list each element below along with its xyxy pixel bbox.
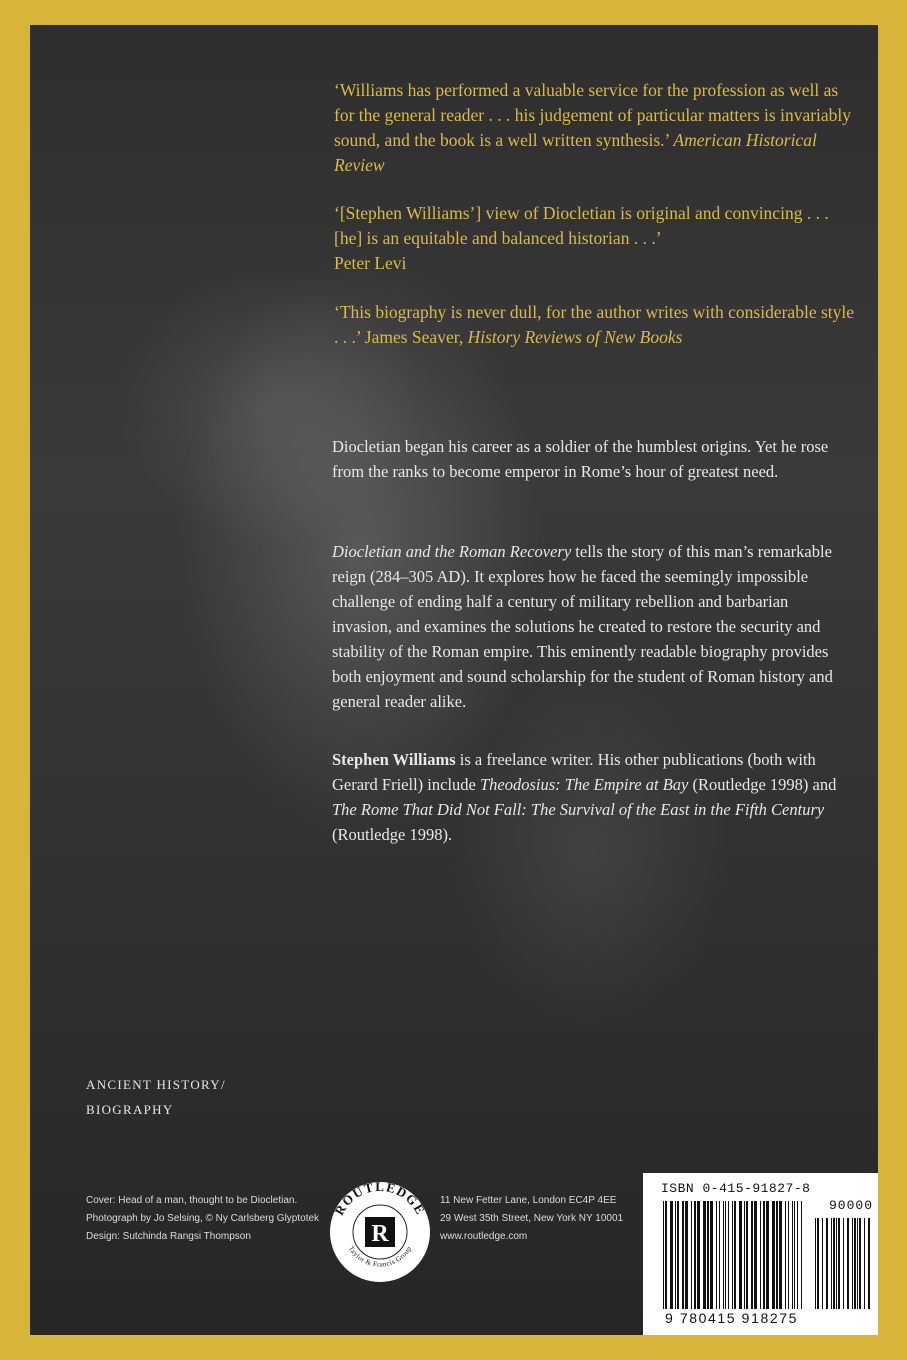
address-line: 11 New Fetter Lane, London EC4P 4EE bbox=[440, 1195, 617, 1206]
category-line: ANCIENT HISTORY/ bbox=[86, 1077, 226, 1092]
barcode-bar bbox=[772, 1201, 775, 1309]
author-bio bbox=[332, 747, 852, 847]
addon-bar bbox=[843, 1218, 844, 1309]
barcode-bar bbox=[744, 1201, 745, 1309]
review-quote-1 bbox=[334, 78, 854, 178]
barcode-bar bbox=[797, 1201, 798, 1309]
credit-line: Cover: Head of a man, thought to be Diocletian. bbox=[86, 1195, 298, 1206]
category-line: BIOGRAPHY bbox=[86, 1102, 174, 1117]
addon-bar bbox=[836, 1218, 837, 1309]
addon-bar bbox=[831, 1218, 832, 1309]
addon-bar bbox=[852, 1218, 853, 1309]
credit-line: Design: Sutchinda Rangsi Thompson bbox=[86, 1231, 251, 1242]
review-text: ‘Williams has performed a valuable service for the profession as well as for the general reader . . . his judgement of particular matters is invariably sound, and the book is a well written synthesis.’ bbox=[334, 80, 852, 150]
publisher-address bbox=[440, 1192, 670, 1246]
reviewer-name: James Seaver, bbox=[364, 327, 464, 347]
barcode-bar bbox=[732, 1201, 733, 1309]
barcode-bar bbox=[723, 1201, 724, 1309]
barcode-bar bbox=[710, 1201, 713, 1309]
review-text: ‘This biography is never dull, for the author writes with considerable style . . .’ bbox=[334, 302, 855, 347]
barcode-bar bbox=[682, 1201, 684, 1309]
barcode-bar bbox=[766, 1201, 769, 1309]
barcode-bar bbox=[754, 1201, 757, 1309]
barcode-bar bbox=[707, 1201, 709, 1309]
back-cover bbox=[30, 25, 878, 1335]
isbn-number: ISBN 0-415-91827-8 bbox=[661, 1181, 811, 1196]
publisher-website: www.routledge.com bbox=[440, 1231, 528, 1242]
description-summary bbox=[332, 539, 852, 714]
barcode-bar bbox=[719, 1201, 720, 1309]
barcode-bar bbox=[677, 1201, 679, 1309]
address-line: 29 West 35th Street, New York NY 10001 bbox=[440, 1213, 624, 1224]
barcode-bar bbox=[691, 1201, 692, 1309]
addon-bar bbox=[859, 1218, 861, 1309]
barcode-bar bbox=[716, 1201, 717, 1309]
addon-bar bbox=[864, 1218, 865, 1309]
barcode-bar bbox=[792, 1201, 793, 1309]
barcode-bar bbox=[694, 1201, 696, 1309]
r-emblem-icon bbox=[365, 1217, 395, 1247]
bio-text: is a freelance writer. His other publications (both with Gerard Friell) include bbox=[332, 750, 816, 794]
review-source: History Reviews of New Books bbox=[467, 327, 683, 347]
barcode-bar bbox=[801, 1201, 802, 1309]
addon-bar bbox=[854, 1218, 856, 1309]
barcode-bar bbox=[728, 1201, 729, 1309]
description-intro bbox=[332, 434, 852, 484]
barcode-bar bbox=[685, 1201, 688, 1309]
barcode-bar bbox=[746, 1201, 748, 1309]
barcode-bar bbox=[725, 1201, 726, 1309]
addon-bar bbox=[833, 1218, 835, 1309]
barcode-bar bbox=[734, 1201, 736, 1309]
other-book-title: The Rome That Did Not Fall: The Survival of the East in the Fifth Century bbox=[332, 800, 825, 819]
barcode-bar bbox=[785, 1201, 786, 1309]
bio-text: (Routledge 1998) and bbox=[692, 775, 837, 794]
svg-text:R: R bbox=[371, 1221, 389, 1247]
review-text: ‘[Stephen Williams’] view of Diocletian is original and convincing . . . [he] is an equitable and balanced historian . . .’ bbox=[334, 203, 829, 248]
reviewer-name: Peter Levi bbox=[334, 253, 407, 273]
barcode-bar bbox=[779, 1201, 782, 1309]
cover-credits bbox=[86, 1192, 346, 1246]
routledge-logo bbox=[325, 1177, 435, 1287]
barcode-bar bbox=[663, 1201, 664, 1309]
review-source: American Historical Review bbox=[334, 130, 817, 175]
barcode-bar bbox=[776, 1201, 778, 1309]
barcode-bar bbox=[697, 1201, 700, 1309]
addon-bar bbox=[817, 1218, 819, 1309]
barcode-bar bbox=[675, 1201, 676, 1309]
barcode-bar bbox=[788, 1201, 789, 1309]
isbn-barcode bbox=[643, 1173, 878, 1335]
book-title: Diocletian and the Roman Recovery bbox=[332, 542, 572, 561]
publisher-name: ROUTLEDGE bbox=[331, 1178, 429, 1218]
addon-bar bbox=[815, 1218, 816, 1309]
addon-bar bbox=[826, 1218, 828, 1309]
ean-digits: 9 780415 918275 bbox=[665, 1310, 798, 1326]
bio-text: (Routledge 1998). bbox=[332, 825, 453, 844]
addon-bar bbox=[868, 1218, 870, 1309]
author-name: Stephen Williams bbox=[332, 750, 456, 769]
other-book-title: Theodosius: The Empire at Bay bbox=[479, 775, 689, 794]
barcode-bar bbox=[665, 1201, 667, 1309]
intro-text: Diocletian began his career as a soldier of the humblest origins. Yet he rose from the ranks to become emperor in Rome’s hour of greatest need. bbox=[332, 437, 829, 481]
barcode-bar bbox=[763, 1201, 765, 1309]
credit-line: Photograph by Jo Selsing, © Ny Carlsberg Glyptotek bbox=[86, 1213, 320, 1224]
review-quote-2 bbox=[334, 201, 854, 276]
summary-text: tells the story of this man’s remarkable reign (284–305 AD). It explores how he faced the seemingly impossible challenge of ending half a century of military rebellion and barbarian invasion, and examines the solutions he created to restore the security and stability of the Roman empire. This eminently readable biography provides both enjoyment and sound scholarship for the student of Roman history and general reader alike. bbox=[332, 542, 833, 711]
addon-bar bbox=[822, 1218, 823, 1309]
review-quote-3 bbox=[334, 300, 854, 350]
barcode-bar bbox=[739, 1201, 742, 1309]
barcode-bar bbox=[760, 1201, 761, 1309]
barcode-bar bbox=[794, 1201, 795, 1309]
addon-bar bbox=[847, 1218, 849, 1309]
category-label bbox=[86, 1072, 226, 1122]
barcode-bar bbox=[703, 1201, 706, 1309]
addon-bar bbox=[838, 1218, 840, 1309]
price-addon-digits: 90000 bbox=[829, 1198, 874, 1213]
barcode-bar bbox=[670, 1201, 673, 1309]
publisher-group: Taylor & Francis Group bbox=[346, 1244, 414, 1269]
barcode-bar bbox=[751, 1201, 753, 1309]
addon-bar bbox=[857, 1218, 858, 1309]
